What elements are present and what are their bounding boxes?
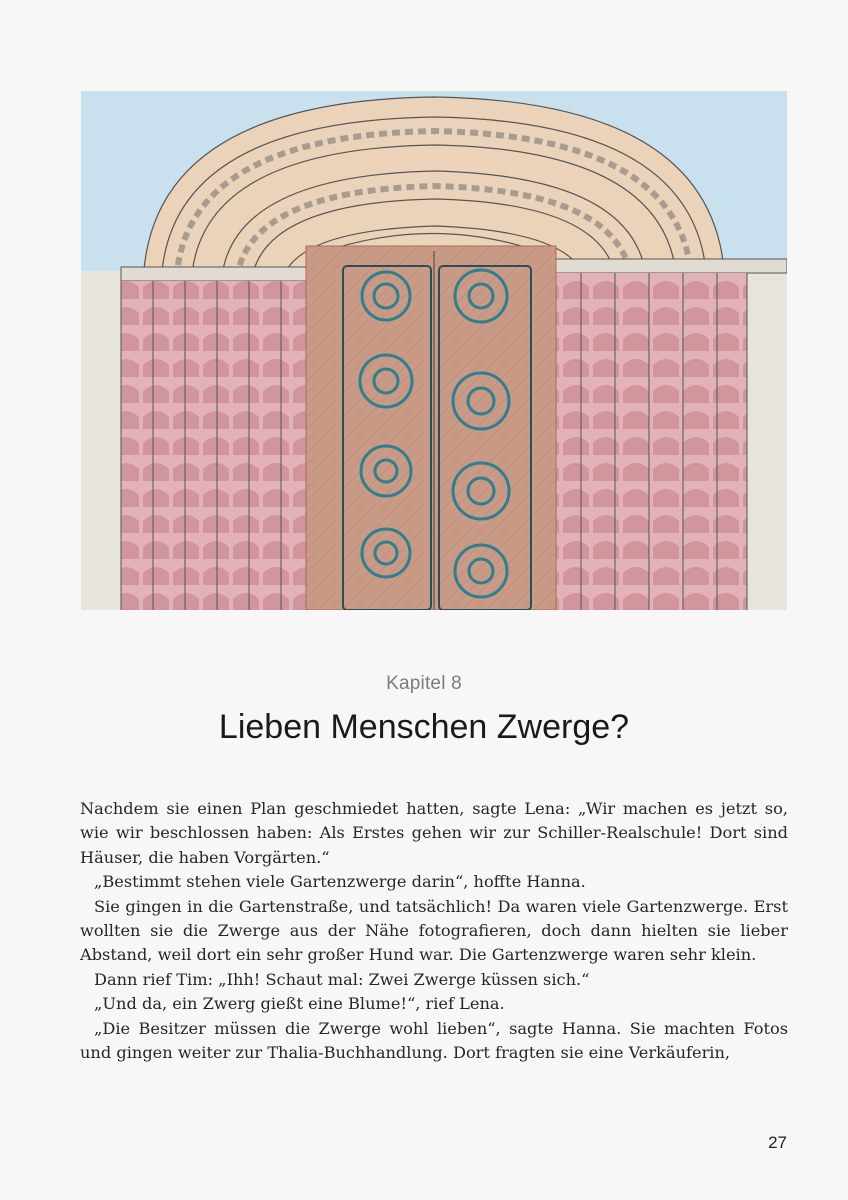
portal-illustration: [81, 91, 787, 610]
chapter-title: Lieben Menschen Zwerge?: [218, 708, 630, 746]
paragraph: Nachdem sie einen Plan geschmiedet hatten, sagte Lena: „Wir machen es jetzt so, wie wir beschlossen haben: Als Erstes gehen wir zur Schiller-Realschule! Dort sind Häuser, die haben Vorgärten.“: [80, 799, 788, 867]
chapter-label: Kapitel 8: [386, 673, 462, 694]
paragraph: „Und da, ein Zwerg gießt eine Blume!“, rief Lena.: [94, 994, 505, 1014]
page-number: 27: [768, 1133, 787, 1152]
paragraph: „Die Besitzer müssen die Zwerge wohl lieben“, sagte Hanna. Sie machten Fotos und gingen weiter zur Thalia-Buchhandlung. Dort fragten sie eine Verkäuferin,: [80, 1018, 788, 1063]
paragraph: Dann rief Tim: „Ihh! Schaut mal: Zwei Zwerge küssen sich.“: [94, 969, 590, 989]
paragraph: „Bestimmt stehen viele Gartenzwerge darin“, hoffte Hanna.: [94, 872, 586, 892]
paragraph: Sie gingen in die Gartenstraße, und tatsächlich! Da waren viele Gartenzwerge. Erst wollten sie die Zwerge aus der Nähe fotografieren, doch dann hielten sie lieber Abstand, weil dort ein sehr großer Hund war. Die Gartenzwerge waren sehr klein.: [80, 896, 788, 965]
body-text: [80, 797, 788, 1065]
